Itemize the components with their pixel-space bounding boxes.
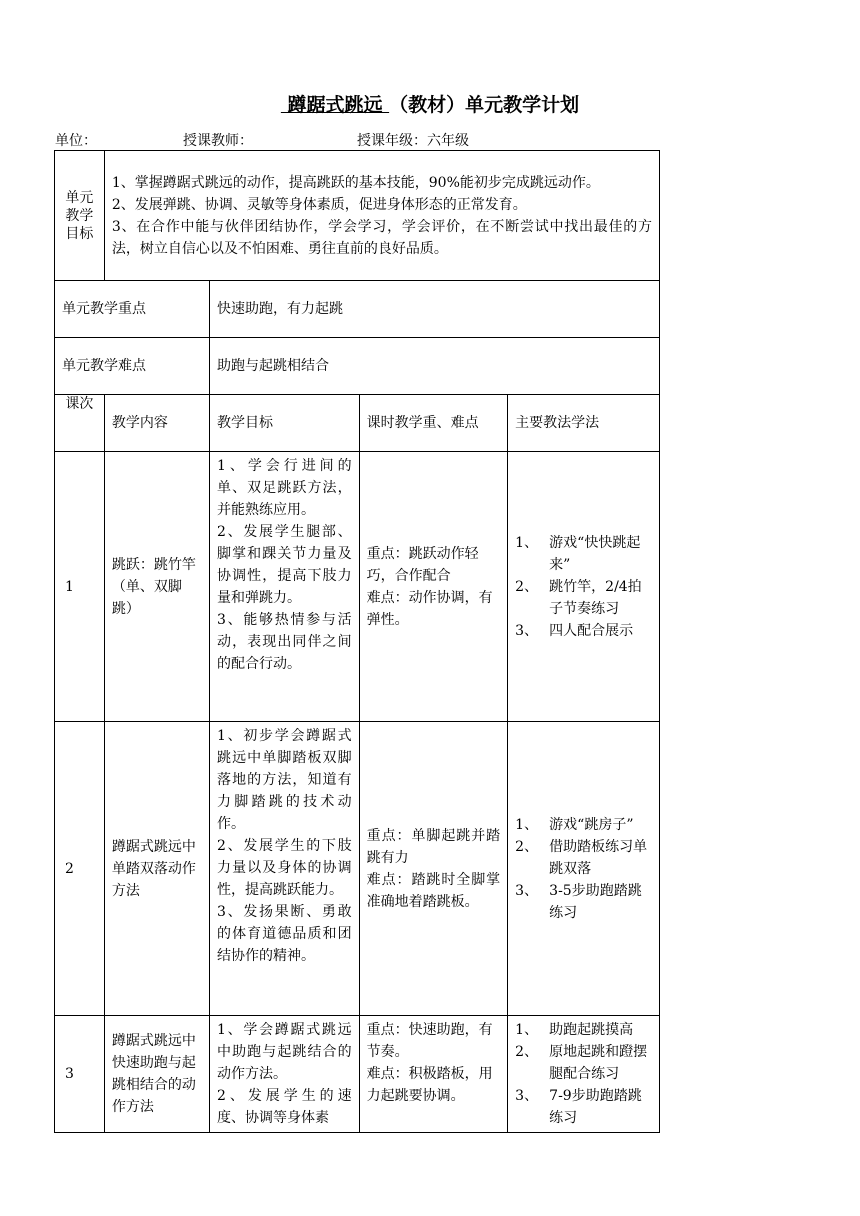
lesson-number: 2: [55, 722, 105, 1016]
grade-field: 授课年级：六年级: [357, 133, 469, 149]
header-methods: 主要教法学法: [508, 395, 660, 452]
unit-goals: [104, 151, 659, 281]
title-subject: 蹲踞式跳远: [280, 94, 390, 116]
lesson-content: 蹲踞式跳远中快速助跑与起跳相结合的动作方法: [104, 1016, 209, 1133]
teacher-field: 授课教师：: [183, 133, 253, 149]
table-row: [55, 1016, 660, 1133]
lesson-goals: 1、学会行进间的单、双足跳跃方法，并能熟练应用。 2、发展学生腿部、脚掌和踝关节力量及协调性，提高下肢力量和弹跳力。 3、能够热情参与活动，表现出同伴之间的配合行动。: [210, 452, 360, 722]
table-row: [55, 722, 660, 1016]
lesson-methods: 1、 游戏“快快跳起来” 2、 跳竹竿，2/4拍子节奏练习 3、 四人配合展示: [508, 452, 660, 722]
unit-goals-label: 单元教学目标: [55, 151, 105, 281]
header-keys: 课时教学重、难点: [359, 395, 508, 452]
lesson-number: 3: [55, 1016, 105, 1133]
lesson-goals: 1、初步学会蹲踞式跳远中单脚踏板双脚落地的方法，知道有力脚踏跳的技术动作。 2、发展学生的下肢力量以及身体的协调性，提高跳跃能力。 3、发扬果断、勇敢的体育道德品质和团结协作的精神。: [210, 722, 360, 1016]
header-content: 教学内容: [104, 395, 209, 452]
difficult-point-label: 单元教学难点: [55, 338, 210, 395]
lesson-number: 1: [55, 452, 105, 722]
page-title: [0, 90, 860, 117]
difficult-point-value: 助跑与起跳相结合: [210, 338, 660, 395]
lesson-content: 跳跃：跳竹竿（单、双脚跳）: [104, 452, 209, 722]
lesson-keys: 重点：快速助跑，有节奏。 难点：积极踏板，用力起跳要协调。: [359, 1016, 508, 1133]
lesson-keys: 重点：跳跃动作轻巧，合作配合 难点：动作协调，有弹性。: [359, 452, 508, 722]
unit-goal-item: 2、发展弹跳、协调、灵敏等身体素质，促进身体形态的正常发育。: [111, 196, 527, 213]
unit-goal-item: 3、在合作中能与伙伴团结协作，学会学习，学会评价，在不断尝试中找出最佳的方法，树立自信心以及不怕困难、勇往直前的良好品质。: [111, 218, 652, 257]
header-goal: 教学目标: [210, 395, 360, 452]
key-point-value: 快速助跑，有力起跳: [210, 281, 660, 338]
lesson-content: 蹲踞式跳远中单踏双落动作方法: [104, 722, 209, 1016]
plan-table: [54, 150, 660, 1133]
table-row: [55, 452, 660, 722]
unit-field: 单位：: [55, 133, 97, 149]
header-lesson: 课次: [55, 395, 105, 452]
title-rest: （教材）单元教学计划: [389, 94, 580, 116]
lesson-keys: 重点：单脚起跳并踏跳有力 难点：踏跳时全脚掌准确地着踏跳板。: [359, 722, 508, 1016]
key-point-label: 单元教学重点: [55, 281, 210, 338]
lesson-goals: 1、学会蹲踞式跳远中助跑与起跳结合的动作方法。 2、发展学生的速度、协调等身体素: [210, 1016, 360, 1133]
lesson-methods: 1、 助跑起跳摸高 2、 原地起跳和蹬摆腿配合练习 3、 7-9步助跑踏跳练习: [508, 1016, 660, 1133]
lesson-methods: 1、 游戏“跳房子” 2、 借助踏板练习单跳双落 3、 3-5步助跑踏跳练习: [508, 722, 660, 1016]
unit-goal-item: 1、掌握蹲踞式跳远的动作，提高跳跃的基本技能，90%能初步完成跳远动作。: [111, 174, 600, 191]
